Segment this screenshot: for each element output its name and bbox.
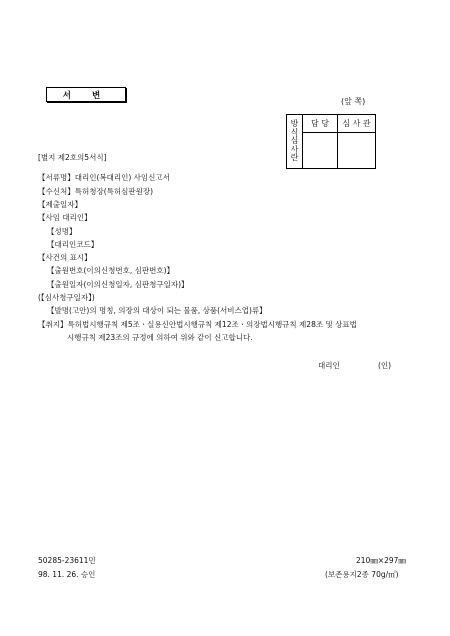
purpose-continuation-line: 시행규칙 제23조의 규정에 의하여 위와 같이 신고합니다. xyxy=(67,333,253,342)
case-line: 【사건의 표시】 xyxy=(38,253,92,262)
agent-code-line: 【대리인코드】 xyxy=(47,240,99,249)
doc-name-line: 【서류명】대리인(복대리인) 사임신고서 xyxy=(38,173,170,182)
agent-signature-label: 대리인 xyxy=(318,361,340,370)
submit-date-line: 【제출일자】 xyxy=(38,200,82,209)
review-cell-in-charge xyxy=(303,133,338,169)
review-cell-examiner xyxy=(338,133,376,169)
paper-type: (보존용지2종 70g/㎡) xyxy=(325,570,399,579)
review-col-in-charge: 담 당 xyxy=(303,115,338,133)
resigning-agent-line: 【사임 대리인】 xyxy=(38,213,92,222)
invention-title-line: 【발명(고안)의 명칭, 의장의 대상이 되는 물품, 상품(서비스업)류】 xyxy=(47,306,267,315)
form-title-box xyxy=(46,87,126,102)
name-line: 【성명】 xyxy=(47,227,77,236)
seal-mark: (인) xyxy=(378,361,392,370)
review-table xyxy=(286,114,376,169)
purpose-line: 【취지】특허법시행규칙 제5조ㆍ실용신안법시행규칙 제12조ㆍ의장법시행규칙 제28조 및 상표법 xyxy=(38,320,357,329)
form-code: 50285-23611민 xyxy=(38,556,96,565)
recipient-line: 【수신처】특허청장(특허심판원장) xyxy=(38,187,154,196)
review-col-examiner: 심 사 관 xyxy=(338,115,376,133)
form-title: 서 변 xyxy=(62,90,110,101)
application-number-line: 【출원번호(이의신청번호, 심판번호)】 xyxy=(47,266,175,275)
form-number: [별지 제2호의5서식] xyxy=(38,153,107,162)
front-side-note: (앞 쪽) xyxy=(341,97,366,106)
review-side-label: 방 식 심 사 란 xyxy=(287,115,303,169)
application-date-line: 【출원일자(이의신청일자, 심판청구일자)】 xyxy=(47,280,189,289)
paper-size: 210㎜×297㎜ xyxy=(356,556,406,565)
trial-request-date-line: (【심사청구일자】) xyxy=(38,293,95,302)
approval-date: 98. 11. 26. 승인 xyxy=(38,570,96,579)
